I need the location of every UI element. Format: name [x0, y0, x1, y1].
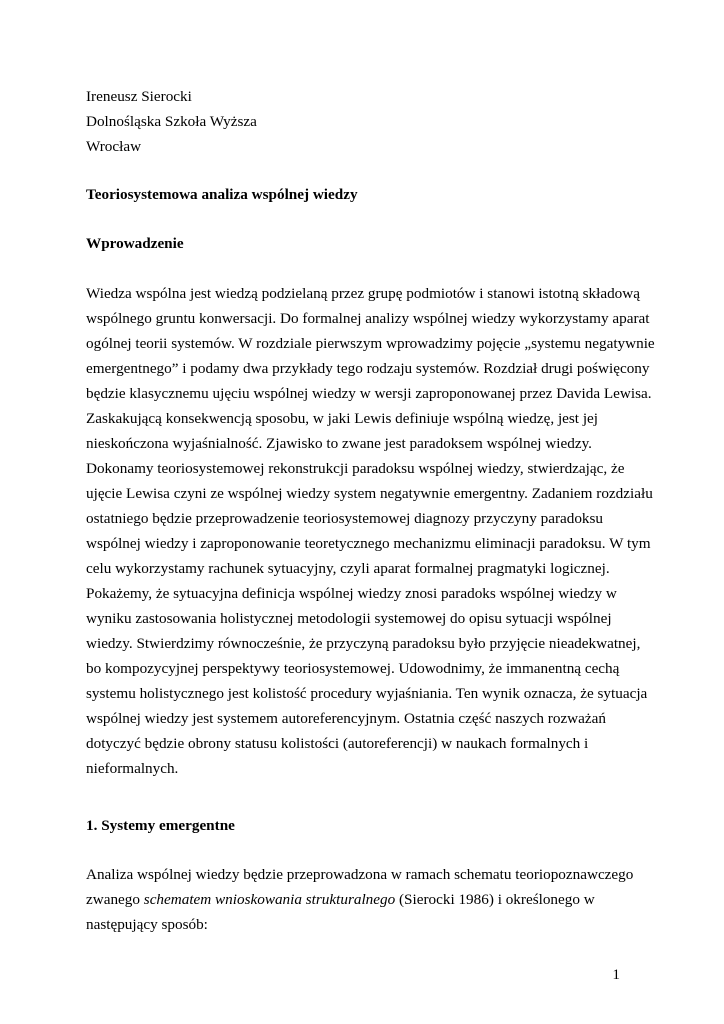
paragraph-line: Pokażemy, że sytuacyjna definicja wspólnej wiedzy znosi paradoks wspólnej wiedzy w — [86, 585, 617, 602]
section-1-heading: 1. Systemy emergentne — [86, 817, 235, 834]
paragraph-line: bo kompozycyjnej perspektywy teoriosystemowej. Udowodnimy, że immanentną cechą — [86, 660, 620, 677]
paragraph-line: Dokonamy teoriosystemowej rekonstrukcji paradoksu wspólnej wiedzy, stwierdzając, że — [86, 460, 625, 477]
paragraph-line: dotyczyć będzie obrony statusu kolistości (autoreferencji) w naukach formalnych i — [86, 735, 589, 752]
paragraph-line: Analiza wspólnej wiedzy będzie przeprowadzona w ramach schematu teoriopoznawczego — [86, 866, 634, 883]
paragraph-line: następujący sposób: — [86, 916, 208, 933]
author-name: Ireneusz Sierocki — [86, 88, 192, 105]
intro-paragraph — [86, 281, 655, 781]
author-block — [86, 84, 646, 159]
paragraph-line: ogólnej teorii systemów. W rozdziale pierwszym wprowadzimy pojęcie „systemu negatywnie — [86, 335, 655, 352]
paragraph-line: wspólnej wiedzy jest systemem autoreferencyjnym. Ostatnia część naszych rozważań — [86, 710, 606, 727]
paragraph-line: nieskończona wyjaśnialność. Zjawisko to zwane jest paradoksem wspólnej wiedzy. — [86, 435, 592, 452]
intro-heading: Wprowadzenie — [86, 235, 184, 252]
paragraph-line: ujęcie Lewisa czyni ze wspólnej wiedzy system negatywnie emergentny. Zadaniem rozdziału — [86, 485, 653, 502]
paper-title: Teoriosystemowa analiza wspólnej wiedzy — [86, 186, 358, 203]
paragraph-line: Zaskakującą konsekwencją sposobu, w jaki Lewis definiuje wspólną wiedzę, jest jej — [86, 410, 599, 427]
paragraph-line: wyniku zastosowania holistycznej metodologii systemowej do opisu sytuacji wspólnej — [86, 610, 612, 627]
paragraph-line: wspólnej wiedzy i zaproponowanie teoretycznego mechanizmu eliminacji paradoksu. W tym — [86, 535, 651, 552]
page-number: 1 — [612, 966, 620, 983]
paragraph-line: wspólnego gruntu konwersacji. Do formalnej analizy wspólnej wiedzy wykorzystamy aparat — [86, 310, 650, 327]
paragraph-line: emergentnego” i podamy dwa przykłady tego rodzaju systemów. Rozdział drugi poświęcony — [86, 360, 650, 377]
author-city: Wrocław — [86, 138, 142, 155]
paragraph-line: celu wykorzystamy rachunek sytuacyjny, czyli aparat formalnej pragmatyki logicznej. — [86, 560, 610, 577]
paragraph-line: Wiedza wspólna jest wiedzą podzielaną przez grupę podmiotów i stanowi istotną składową — [86, 285, 640, 302]
author-institution: Dolnośląska Szkoła Wyższa — [86, 113, 257, 130]
paragraph-line: wiedzy. Stwierdzimy równocześnie, że przyczyną paradoksu było przyjęcie nieadekwatnej, — [86, 635, 641, 652]
paragraph-line: będzie klasycznemu ujęciu wspólnej wiedzy w wersji zaproponowanej przez Davida Lewisa. — [86, 385, 652, 402]
paragraph-line — [86, 887, 646, 912]
italic-term: schematem wnioskowania strukturalnego — [143, 891, 396, 908]
paragraph-line: nieformalnych. — [86, 760, 179, 777]
section-1-paragraph — [86, 862, 646, 937]
paragraph-line: systemu holistycznego jest kolistość procedury wyjaśniania. Ten wynik oznacza, że sytuacja — [86, 685, 648, 702]
line-text: (Sierocki 1986) i określonego w — [395, 891, 595, 908]
paragraph-line: ostatniego będzie przeprowadzenie teoriosystemowej diagnozy przyczyny paradoksu — [86, 510, 604, 527]
line-text: zwanego — [86, 891, 144, 908]
